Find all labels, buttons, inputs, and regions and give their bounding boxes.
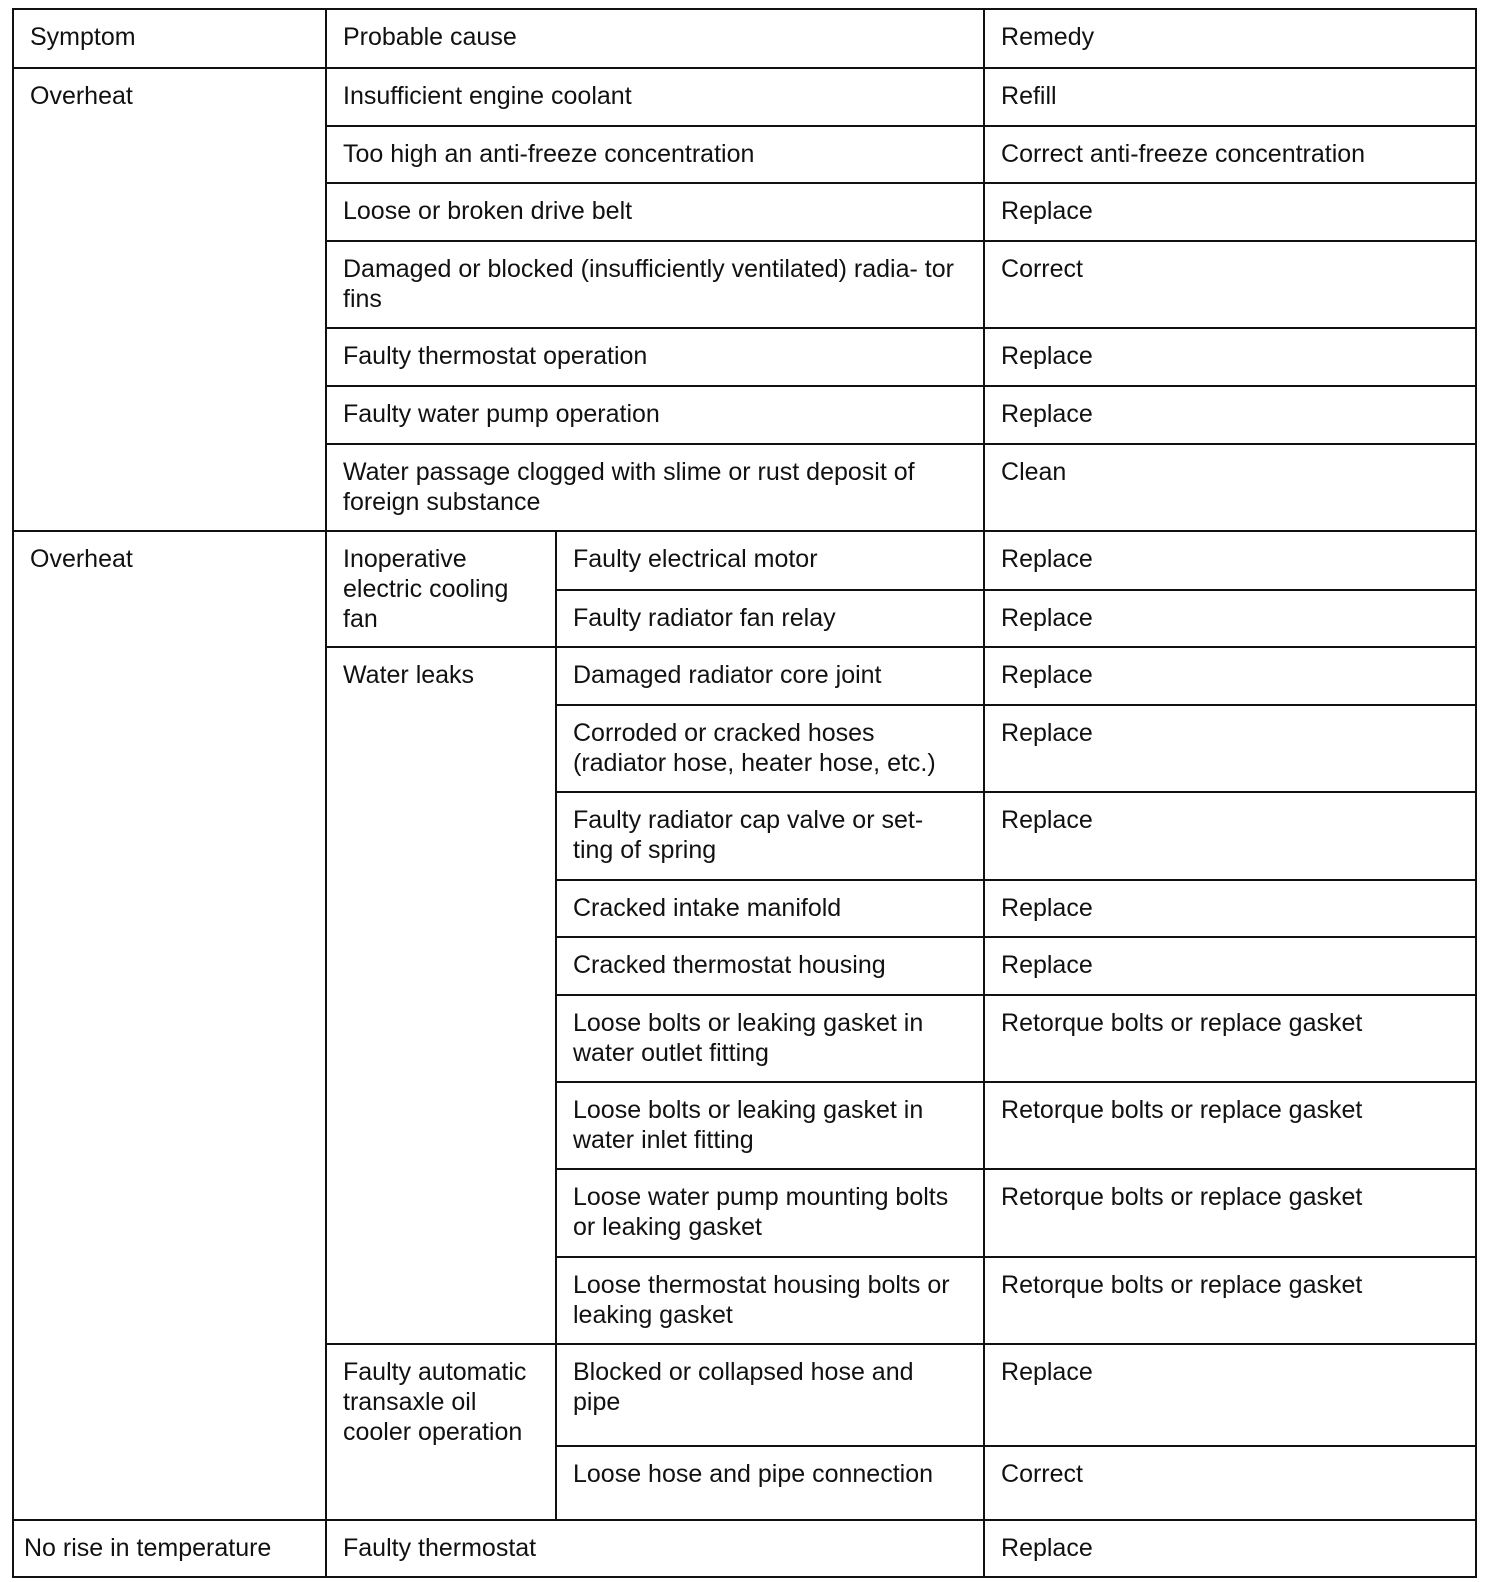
table-header-row <box>13 9 1476 68</box>
remedy-cell: Replace <box>984 386 1476 444</box>
remedy-cell: Replace <box>984 590 1476 648</box>
remedy-cell: Replace <box>984 937 1476 995</box>
remedy-cell: Retorque bolts or replace gasket <box>984 1257 1476 1344</box>
cause-cell: Damaged or blocked (insufficiently ventilated) radia- tor fins <box>326 241 984 328</box>
detail-cell: Loose bolts or leaking gasket in water outlet fitting <box>556 995 984 1082</box>
troubleshooting-table <box>12 8 1477 1578</box>
table-row <box>13 531 1476 590</box>
remedy-cell: Retorque bolts or replace gasket <box>984 995 1476 1082</box>
cause-header: Probable cause <box>326 9 984 68</box>
remedy-cell: Retorque bolts or replace gasket <box>984 1169 1476 1256</box>
remedy-cell: Correct <box>984 1446 1476 1520</box>
remedy-cell: Replace <box>984 705 1476 792</box>
cause-cell: Loose or broken drive belt <box>326 183 984 241</box>
cause-cell: Water passage clogged with slime or rust deposit of foreign substance <box>326 444 984 531</box>
detail-cell: Blocked or collapsed hose and pipe <box>556 1344 984 1446</box>
cause-cell: Faulty water pump operation <box>326 386 984 444</box>
remedy-cell: Replace <box>984 647 1476 705</box>
remedy-cell: Refill <box>984 68 1476 126</box>
remedy-cell: Replace <box>984 328 1476 386</box>
cause-cell: Too high an anti-freeze concentration <box>326 126 984 184</box>
table-row <box>13 68 1476 126</box>
remedy-header: Remedy <box>984 9 1476 68</box>
detail-cell: Faulty electrical motor <box>556 531 984 590</box>
detail-cell: Loose bolts or leaking gasket in water inlet fitting <box>556 1082 984 1169</box>
detail-cell: Loose thermostat housing bolts or leaking gasket <box>556 1257 984 1344</box>
detail-cell: Corroded or cracked hoses (radiator hose, heater hose, etc.) <box>556 705 984 792</box>
remedy-cell: Correct anti-freeze concentration <box>984 126 1476 184</box>
detail-cell: Loose hose and pipe connection <box>556 1446 984 1520</box>
remedy-cell: Retorque bolts or replace gasket <box>984 1082 1476 1169</box>
remedy-cell: Clean <box>984 444 1476 531</box>
table-row <box>13 1520 1476 1577</box>
detail-cell: Cracked thermostat housing <box>556 937 984 995</box>
remedy-cell: Replace <box>984 183 1476 241</box>
cause-group-cell: Water leaks <box>326 647 556 1343</box>
cause-cell: Insufficient engine coolant <box>326 68 984 126</box>
cause-group-cell: Faulty automatic transaxle oil cooler operation <box>326 1344 556 1520</box>
remedy-cell: Correct <box>984 241 1476 328</box>
detail-cell: Damaged radiator core joint <box>556 647 984 705</box>
remedy-cell: Replace <box>984 880 1476 938</box>
detail-cell: Faulty radiator cap valve or set- ting of spring <box>556 792 984 879</box>
cause-cell: Faulty thermostat operation <box>326 328 984 386</box>
cause-cell: Faulty thermostat <box>326 1520 984 1577</box>
detail-cell: Loose water pump mounting bolts or leaking gasket <box>556 1169 984 1256</box>
symptom-header: Symptom <box>13 9 326 68</box>
symptom-cell: No rise in temperature <box>13 1520 326 1577</box>
symptom-cell: Overheat <box>13 531 326 1520</box>
symptom-cell: Overheat <box>13 68 326 531</box>
cause-group-cell: Inoperative electric cooling fan <box>326 531 556 648</box>
detail-cell: Faulty radiator fan relay <box>556 590 984 648</box>
remedy-cell: Replace <box>984 531 1476 590</box>
detail-cell: Cracked intake manifold <box>556 880 984 938</box>
remedy-cell: Replace <box>984 1344 1476 1446</box>
remedy-cell: Replace <box>984 1520 1476 1577</box>
remedy-cell: Replace <box>984 792 1476 879</box>
